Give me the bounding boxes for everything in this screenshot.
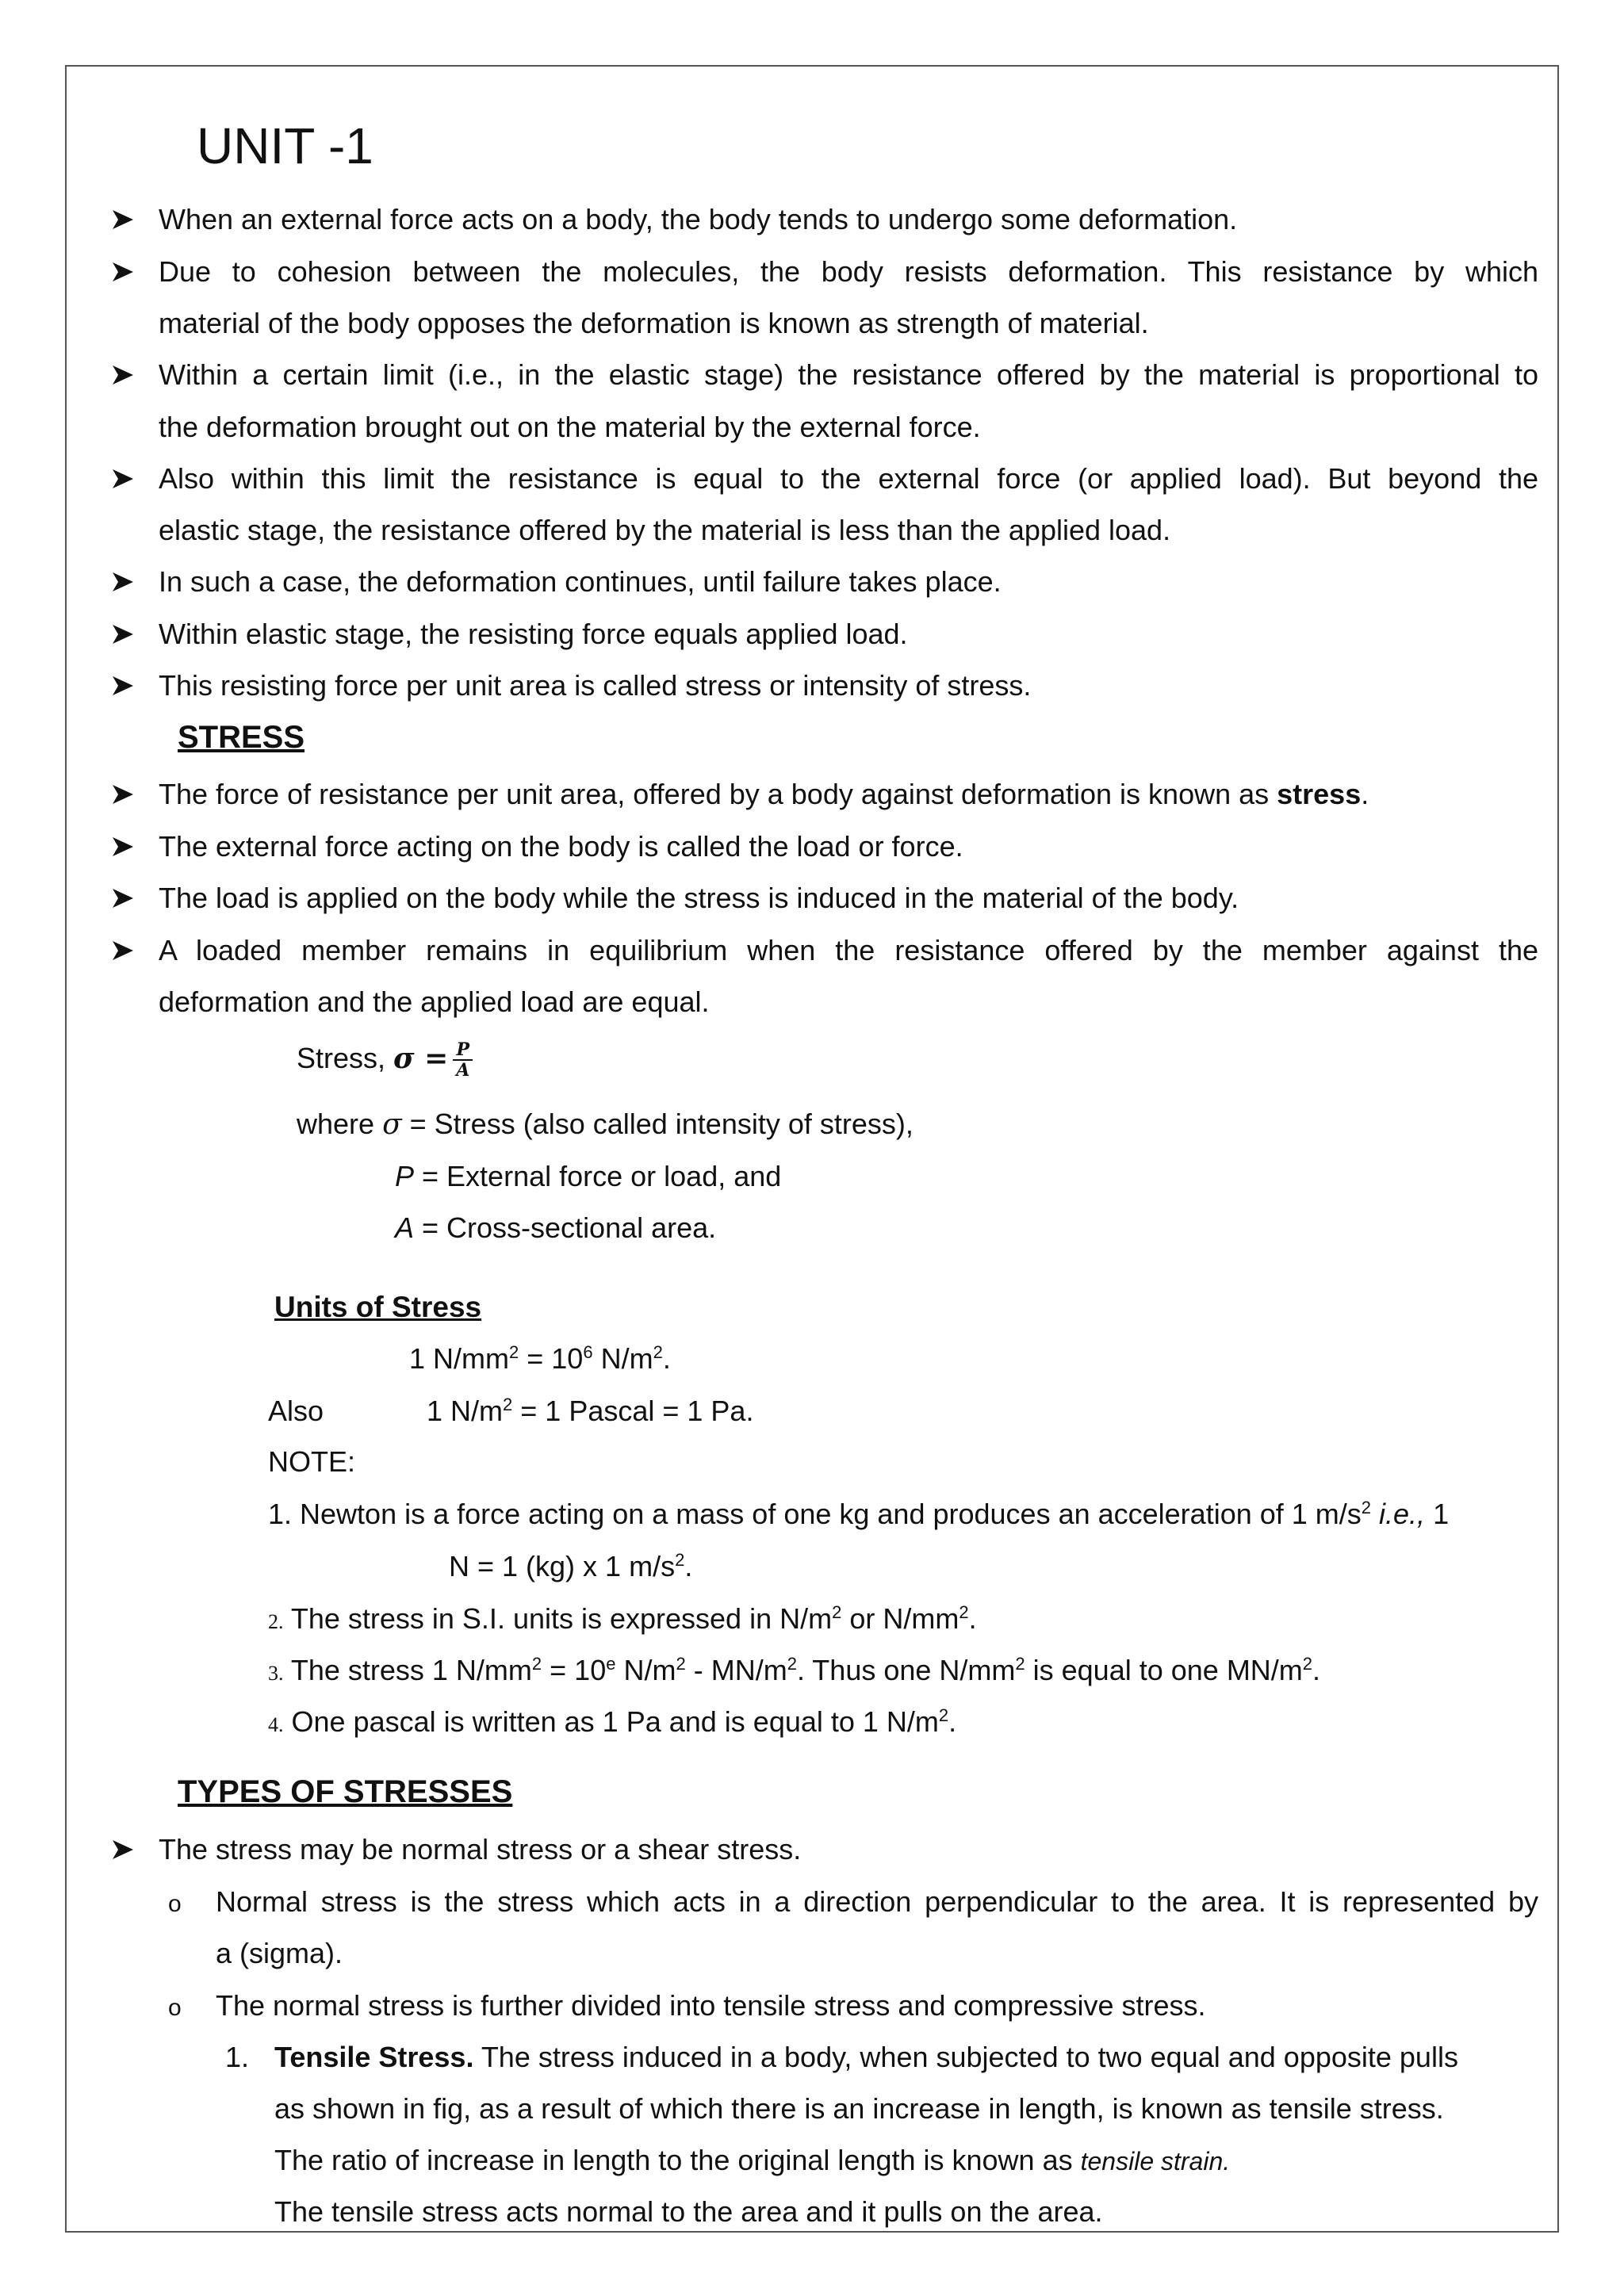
arrow-bullet-icon — [111, 835, 135, 859]
circle-bullet-icon: o — [168, 1891, 182, 1917]
arrow-bullet-icon — [111, 783, 135, 806]
tensile-line-1: Tensile Stress. The stress induced in a body, when subjected to two equal and opposite pulls — [274, 2041, 1458, 2073]
stress-heading: STRESS — [178, 720, 305, 755]
units-equation-1: 1 $N/mm^2 = 10^6$ $N/m^2$. — [409, 1342, 671, 1375]
intro-bullet-1: When an external force acts on a body, the body tends to undergo some deformation. — [159, 203, 1238, 235]
arrow-bullet-icon — [111, 363, 135, 387]
arrow-bullet-icon — [111, 622, 135, 646]
types-sub-1-line-2: a (sigma). — [216, 1937, 343, 1969]
note-3: 3. The stress 1 $N/mm^2 = 10^e$ $N/m^2 - MN/m^2$. Thus one $N/mm^2$ is equal to one $MN/m^2$. — [268, 1654, 1321, 1686]
units-heading: Units of Stress — [274, 1291, 482, 1323]
stress-bullet-4-line-2: deformation and the applied load are equal. — [159, 985, 710, 1018]
tensile-line-3: The ratio of increase in length to the original length is known as tensile strain. — [274, 2144, 1231, 2176]
intro-bullet-6: Within elastic stage, the resisting force equals applied load. — [159, 618, 908, 650]
note-label: NOTE: — [268, 1445, 356, 1478]
types-bullet-1: The stress may be normal stress or a shear stress. — [159, 1833, 802, 1866]
arrow-bullet-icon — [111, 886, 135, 910]
arrow-bullet-icon — [111, 570, 135, 594]
intro-bullet-3-line-2: the deformation brought out on the material by the external force. — [159, 411, 981, 443]
formula-where-a: A = Cross-sectional area. — [395, 1211, 717, 1244]
intro-bullet-5: In such a case, the deformation continues, until failure takes place. — [159, 565, 1002, 598]
formula-where-p: P = External force or load, and — [395, 1160, 782, 1192]
arrow-bullet-icon — [111, 467, 135, 491]
stress-bullet-4-line-1: A loaded member remains in equilibrium when the resistance offered by the member against the — [159, 934, 1538, 966]
intro-bullet-2-line-1: Due to cohesion between the molecules, the body resists deformation. This resistance by which — [159, 255, 1538, 288]
intro-bullet-4-line-1: Also within this limit the resistance is equal to the external force (or applied load). But beyond the — [159, 462, 1538, 495]
stress-bullet-1: The force of resistance per unit area, offered by a body against deformation is known as stress. — [159, 778, 1369, 810]
types-heading: TYPES OF STRESSES — [178, 1774, 513, 1809]
arrow-bullet-icon — [111, 674, 135, 698]
page-title: UNIT -1 — [197, 117, 373, 174]
intro-bullet-2-line-2: material of the body opposes the deformation is known as strength of material. — [159, 307, 1149, 339]
note-4: 4. One pascal is written as 1 Pa and is equal to 1 $N/m^2$. — [268, 1705, 957, 1738]
stress-bullet-2: The external force acting on the body is called the load or force. — [159, 830, 963, 863]
note-1-line-1: 1. Newton is a force acting on a mass of one kg and produces an acceleration of 1 $m/s^2$ i.e., 1 — [268, 1498, 1450, 1530]
stress-bullet-3: The load is applied on the body while the stress is induced in the material of the body. — [159, 882, 1239, 914]
intro-bullet-7: This resisting force per unit area is called stress or intensity of stress. — [159, 669, 1032, 702]
circle-bullet-icon: o — [168, 1995, 182, 2021]
units-also-label: Also — [268, 1395, 324, 1427]
intro-bullet-4-line-2: elastic stage, the resistance offered by the material is less than the applied load. — [159, 514, 1171, 546]
stress-formula: Stress, σ = $\frac{P}{A}$ — [297, 1031, 473, 1086]
tensile-line-2: as shown in fig, as a result of which there is an increase in length, is known as tensile stress. — [274, 2092, 1444, 2125]
intro-bullet-3-line-1: Within a certain limit (i.e., in the elastic stage) the resistance offered by the material is proportional to — [159, 358, 1538, 391]
types-sub-1-line-1: Normal stress is the stress which acts in a direction perpendicular to the area. It is represented by — [216, 1885, 1538, 1918]
tensile-line-4: The tensile stress acts normal to the area and it pulls on the area. — [274, 2195, 1103, 2228]
types-sub-2: The normal stress is further divided into tensile stress and compressive stress. — [216, 1989, 1206, 2022]
units-equation-2: 1 $N/m^2 = 1$ Pascal = 1 Pa. — [427, 1395, 754, 1427]
note-1-line-2: N = 1 (kg) x 1 $m/s^2$. — [449, 1550, 693, 1582]
tensile-term: Tensile Stress. — [274, 2041, 474, 2073]
note-2: 2. The stress in S.I. units is expressed in $N/m^2$ or $N/mm^2$. — [268, 1602, 977, 1635]
arrow-bullet-icon — [111, 1838, 135, 1862]
arrow-bullet-icon — [111, 939, 135, 962]
stress-term: stress — [1277, 778, 1362, 810]
tensile-number: 1. — [225, 2041, 250, 2073]
arrow-bullet-icon — [111, 208, 135, 232]
fraction-p-over-a: $\frac{P}{A}$ — [453, 1040, 473, 1080]
arrow-bullet-icon — [111, 260, 135, 284]
sigma-symbol: σ = — [393, 1042, 449, 1075]
formula-where-sigma: where σ = Stress (also called intensity of stress), — [297, 1108, 914, 1141]
